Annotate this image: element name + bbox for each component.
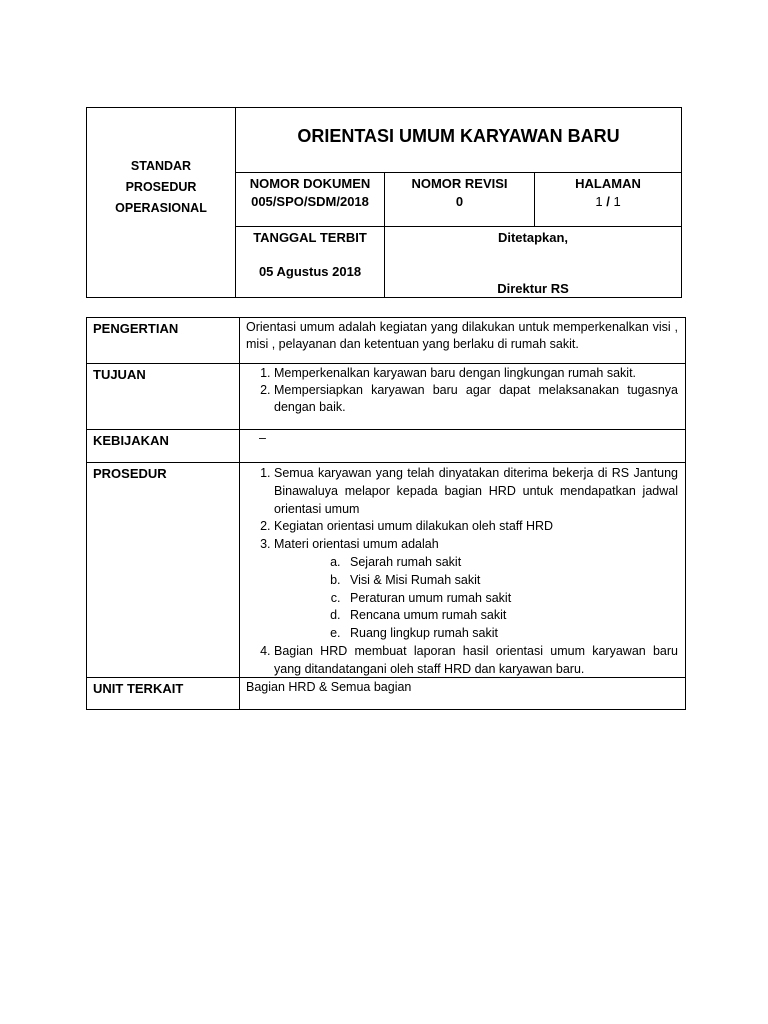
tujuan-label: TUJUAN (93, 367, 146, 382)
document-title: ORIENTASI UMUM KARYAWAN BARU (297, 125, 620, 146)
materi-item: a. Sejarah rumah sakit (344, 554, 678, 572)
row-kebijakan (87, 430, 685, 463)
unit-terkait-text: Bagian HRD & Semua bagian (246, 680, 412, 694)
row-prosedur (87, 463, 685, 678)
sop-label (115, 156, 207, 219)
prosedur-content (246, 465, 678, 679)
unit-terkait-label: UNIT TERKAIT (93, 681, 184, 696)
page-separator: / (606, 194, 610, 209)
sop-label-cell (87, 108, 236, 297)
approved-by: Direktur RS (497, 281, 569, 296)
materi-item: d. Rencana umum rumah sakit (344, 607, 678, 625)
kebijakan-text: – (259, 431, 266, 445)
row-unit-terkait (87, 678, 685, 709)
document-number-cell (236, 173, 385, 227)
tujuan-item: 1. Memperkenalkan karyawan baru dengan lingkungan rumah sakit. (274, 365, 678, 382)
document-number-label: NOMOR DOKUMEN (249, 176, 371, 191)
row-tujuan (87, 364, 685, 430)
revision-number-value: 0 (455, 194, 464, 209)
materi-item: e. Ruang lingkup rumah sakit (344, 625, 678, 643)
prosedur-item: 2. Kegiatan orientasi umum dilakukan oleh staff HRD (274, 518, 678, 536)
sop-label-line1: STANDAR (130, 159, 192, 173)
sop-label-line3: OPERASIONAL (115, 201, 207, 215)
pengertian-text: Orientasi umum adalah kegiatan yang dilakukan untuk memperkenalkan visi , misi , pelayanan dan ketentuan yang berlaku di rumah sakit. (246, 320, 678, 351)
sop-label-line2: PROSEDUR (125, 180, 197, 194)
prosedur-item (274, 536, 678, 554)
row-pengertian (87, 318, 685, 364)
prosedur-list (246, 465, 678, 554)
page-current: 1 (595, 194, 603, 209)
issue-date-value: 05 Agustus 2018 (258, 264, 362, 279)
issue-date-label: TANGGAL TERBIT (253, 230, 367, 245)
page-label: HALAMAN (575, 176, 641, 191)
prosedur-list-continued (246, 643, 678, 679)
issue-date-cell (236, 227, 385, 297)
materi-item: c. Peraturan umum rumah sakit (344, 590, 678, 608)
materi-sublist (246, 554, 678, 643)
revision-number-cell (385, 173, 535, 227)
procedure-table (86, 317, 686, 710)
prosedur-item: 4. Bagian HRD membuat laporan hasil orientasi umum karyawan baru yang ditandatangani oleh staff HRD dan karyawan baru. (274, 643, 678, 679)
materi-item: b. Visi & Misi Rumah sakit (344, 572, 678, 590)
page-cell (535, 173, 681, 227)
tujuan-item: 2. Mempersiapkan karyawan baru agar dapat melaksanakan tugasnya dengan baik. (274, 382, 678, 416)
title-cell (236, 108, 681, 173)
approved-label: Ditetapkan, (497, 230, 569, 245)
tujuan-content (246, 365, 678, 416)
page-total: 1 (613, 194, 621, 209)
prosedur-item-text: Materi orientasi umum adalah (274, 537, 439, 552)
document-header-table (86, 107, 682, 298)
tujuan-list (246, 365, 678, 416)
prosedur-label: PROSEDUR (93, 466, 167, 481)
approval-cell (385, 227, 681, 297)
kebijakan-label: KEBIJAKAN (93, 433, 169, 448)
prosedur-item: 1. Semua karyawan yang telah dinyatakan diterima bekerja di RS Jantung Binawaluya melapor kepada bagian HRD untuk mendapatkan jadwal orientasi umum (274, 465, 678, 518)
pengertian-label: PENGERTIAN (93, 321, 179, 336)
revision-number-label: NOMOR REVISI (411, 176, 508, 191)
page-value (535, 193, 681, 211)
document-number-value: 005/SPO/SDM/2018 (251, 194, 369, 209)
